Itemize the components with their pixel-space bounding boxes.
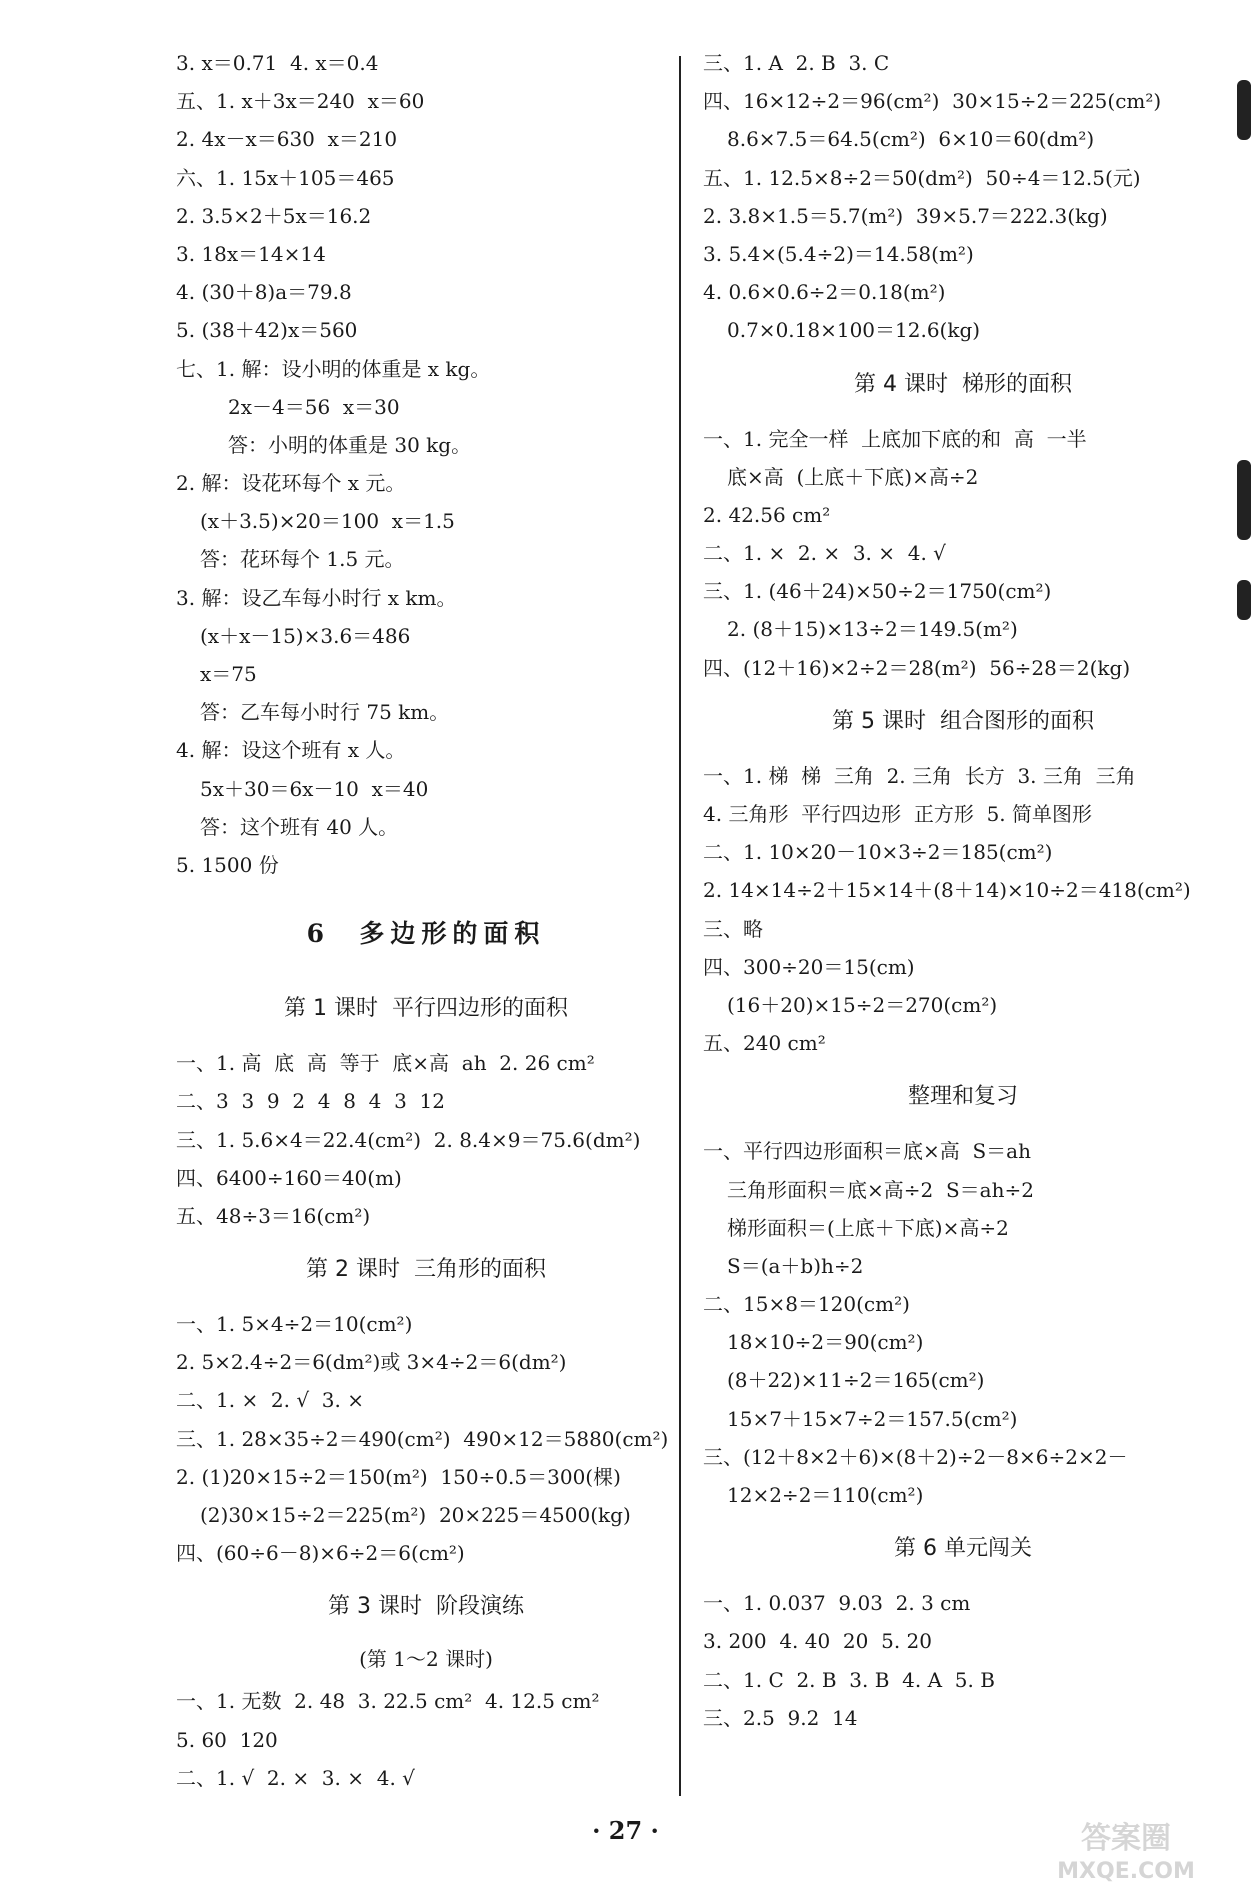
lesson-heading: 整理和复习 [907, 1084, 1018, 1110]
answer-line: 2. 3.8×1.5＝5.7(m²) 39×5.7＝222.3(kg) [703, 203, 1108, 228]
answer-line: 一、1. 梯 梯 三角 2. 三角 长方 3. 三角 三角 [703, 763, 1136, 788]
answer-line: S＝(a＋b)h÷2 [727, 1253, 864, 1278]
answer-line: 2. 解：设花环每个 x 元。 [176, 471, 406, 496]
answer-line: 三、1. A 2. B 3. C [703, 51, 890, 75]
scan-edge-mark [1237, 460, 1251, 540]
answer-line: 二、1. × 2. × 3. × 4. √ [703, 541, 946, 566]
answer-line: 二、15×8＝120(cm²) [703, 1292, 910, 1317]
answer-line: 4. 0.6×0.6÷2＝0.18(m²) [703, 280, 946, 305]
answer-line: 5. (38＋42)x＝560 [176, 318, 358, 343]
answer-line: 2. 14×14÷2＋15×14＋(8＋14)×10÷2＝418(cm²) [703, 878, 1191, 903]
lesson-subheading: (第 1～2 课时) [359, 1647, 493, 1672]
answer-line: 3. 解：设乙车每小时行 x km。 [176, 585, 457, 610]
answer-line: 三、1. 5.6×4＝22.4(cm²) 2. 8.4×9＝75.6(dm²) [176, 1127, 641, 1152]
answer-line: 四、(12＋16)×2÷2＝28(m²) 56÷28＝2(kg) [703, 655, 1131, 680]
answer-line: 3. 5.4×(5.4÷2)＝14.58(m²) [703, 241, 974, 266]
answer-line: 2x－4＝56 x＝30 [228, 394, 400, 419]
answer-line: 一、1. 5×4÷2＝10(cm²) [176, 1312, 413, 1337]
answer-line: (8＋22)×11÷2＝165(cm²) [727, 1368, 985, 1393]
answer-line: 12×2÷2＝110(cm²) [727, 1483, 924, 1507]
answer-line: x＝75 [200, 662, 257, 686]
answer-line: 一、1. 完全一样 上底加下底的和 高 一半 [703, 426, 1087, 451]
answer-line: 8.6×7.5＝64.5(cm²) 6×10＝60(dm²) [727, 127, 1095, 152]
answer-line: 答：这个班有 40 人。 [200, 814, 399, 839]
answer-line: (x＋3.5)×20＝100 x＝1.5 [200, 509, 455, 534]
answer-line: 三、(12＋8×2＋6)×(8＋2)÷2－8×6÷2×2－ [703, 1444, 1128, 1469]
answer-line: 5x＋30＝6x－10 x＝40 [200, 776, 429, 801]
page-number: · 27 · [592, 1816, 659, 1845]
lesson-heading: 第 4 课时 梯形的面积 [854, 371, 1072, 397]
answer-line: (2)30×15÷2＝225(m²) 20×225＝4500(kg) [200, 1503, 631, 1527]
answer-line: 底×高 (上底＋下底)×高÷2 [727, 464, 979, 489]
answer-line: 5. 60 120 [176, 1727, 278, 1752]
answer-line: 2. 5×2.4÷2＝6(dm²)或 3×4÷2＝6(dm²) [176, 1350, 567, 1375]
chapter-title: 6 多边形的面积 [306, 919, 546, 949]
right-answer-column [703, 44, 1223, 1737]
answer-line: 0.7×0.18×100＝12.6(kg) [727, 318, 981, 343]
answer-line: 一、1. 无数 2. 48 3. 22.5 cm² 4. 12.5 cm² [176, 1689, 600, 1714]
lesson-heading: 第 2 课时 三角形的面积 [306, 1257, 546, 1283]
lesson-heading: 第 6 单元闯关 [894, 1536, 1032, 1562]
answer-line: 2. 4x－x＝630 x＝210 [176, 127, 398, 152]
answer-line: 三角形面积＝底×高÷2 S＝ah÷2 [727, 1177, 1034, 1202]
answer-line: 一、1. 0.037 9.03 2. 3 cm [703, 1591, 971, 1616]
answer-line: 3. x＝0.71 4. x＝0.4 [176, 51, 379, 75]
answer-line: 四、300÷20＝15(cm) [703, 954, 915, 979]
answer-line: 四、16×12÷2＝96(cm²) 30×15÷2＝225(cm²) [703, 89, 1162, 114]
scan-edge-mark [1237, 80, 1251, 140]
lesson-heading: 第 5 课时 组合图形的面积 [832, 708, 1094, 734]
answer-line: 5. 1500 份 [176, 852, 279, 877]
answer-line: 六、1. 15x＋105＝465 [176, 165, 395, 190]
answer-line: 三、1. (46＋24)×50÷2＝1750(cm²) [703, 579, 1052, 604]
answer-line: 4. (30＋8)a＝79.8 [176, 280, 352, 305]
answer-line: 七、1. 解：设小明的体重是 x kg。 [176, 356, 491, 381]
lesson-heading: 第 1 课时 平行四边形的面积 [284, 996, 568, 1022]
answer-line: 3. 18x＝14×14 [176, 241, 326, 266]
watermark-url: MXQE.COM [1057, 1859, 1195, 1884]
answer-line: 五、48÷3＝16(cm²) [176, 1203, 371, 1228]
answer-line: 二、1. C 2. B 3. B 4. A 5. B [703, 1667, 995, 1692]
answer-line: 二、1. √ 2. × 3. × 4. √ [176, 1765, 415, 1790]
answer-line: 五、1. x＋3x＝240 x＝60 [176, 89, 425, 114]
answer-line: (16＋20)×15÷2＝270(cm²) [727, 992, 998, 1017]
answer-line: 一、1. 高 底 高 等于 底×高 ah 2. 26 cm² [176, 1051, 595, 1076]
answer-line: 4. 解：设这个班有 x 人。 [176, 738, 406, 763]
answer-line: 答：乙车每小时行 75 km。 [200, 700, 450, 725]
answer-line: 三、1. 28×35÷2＝490(cm²) 490×12＝5880(cm²) [176, 1426, 669, 1451]
answer-line: 一、平行四边形面积＝底×高 S＝ah [703, 1139, 1031, 1164]
answer-line: 18×10÷2＝90(cm²) [727, 1330, 924, 1355]
watermark-text: 答案圈 [1081, 1821, 1171, 1856]
answer-line: 四、(60÷6－8)×6÷2＝6(cm²) [176, 1541, 465, 1566]
answer-line: 2. (1)20×15÷2＝150(m²) 150÷0.5＝300(棵) [176, 1464, 621, 1489]
answer-line: 五、1. 12.5×8÷2＝50(dm²) 50÷4＝12.5(元) [703, 165, 1141, 190]
answer-line: 15×7＋15×7÷2＝157.5(cm²) [727, 1406, 1018, 1431]
answer-line: 3. 200 4. 40 20 5. 20 [703, 1629, 932, 1654]
answer-line: 五、240 cm² [703, 1031, 826, 1056]
answer-line: 二、3 3 9 2 4 8 4 3 12 [176, 1089, 445, 1114]
answer-line: 三、略 [703, 916, 763, 941]
answer-line: 2. 3.5×2＋5x＝16.2 [176, 203, 372, 228]
answer-line: (x＋x－15)×3.6＝486 [200, 623, 411, 648]
answer-line: 四、6400÷160＝40(m) [176, 1165, 402, 1190]
answer-line: 答：花环每个 1.5 元。 [200, 547, 405, 572]
answer-line: 三、2.5 9.2 14 [703, 1705, 858, 1730]
answer-line: 二、1. 10×20－10×3÷2＝185(cm²) [703, 840, 1053, 865]
column-divider [679, 56, 681, 1796]
watermark-logo [1021, 1814, 1231, 1884]
answer-line: 2. 42.56 cm² [703, 502, 831, 527]
answer-line: 4. 三角形 平行四边形 正方形 5. 简单图形 [703, 802, 1093, 826]
scan-edge-mark [1237, 580, 1251, 620]
answer-line: 答：小明的体重是 30 kg。 [228, 432, 472, 457]
left-answer-column [176, 44, 676, 1797]
lesson-heading: 第 3 课时 阶段演练 [328, 1594, 524, 1620]
answer-line: 二、1. × 2. √ 3. × [176, 1388, 365, 1413]
answer-line: 2. (8＋15)×13÷2＝149.5(m²) [727, 617, 1018, 642]
answer-line: 梯形面积＝(上底＋下底)×高÷2 [727, 1215, 1009, 1240]
